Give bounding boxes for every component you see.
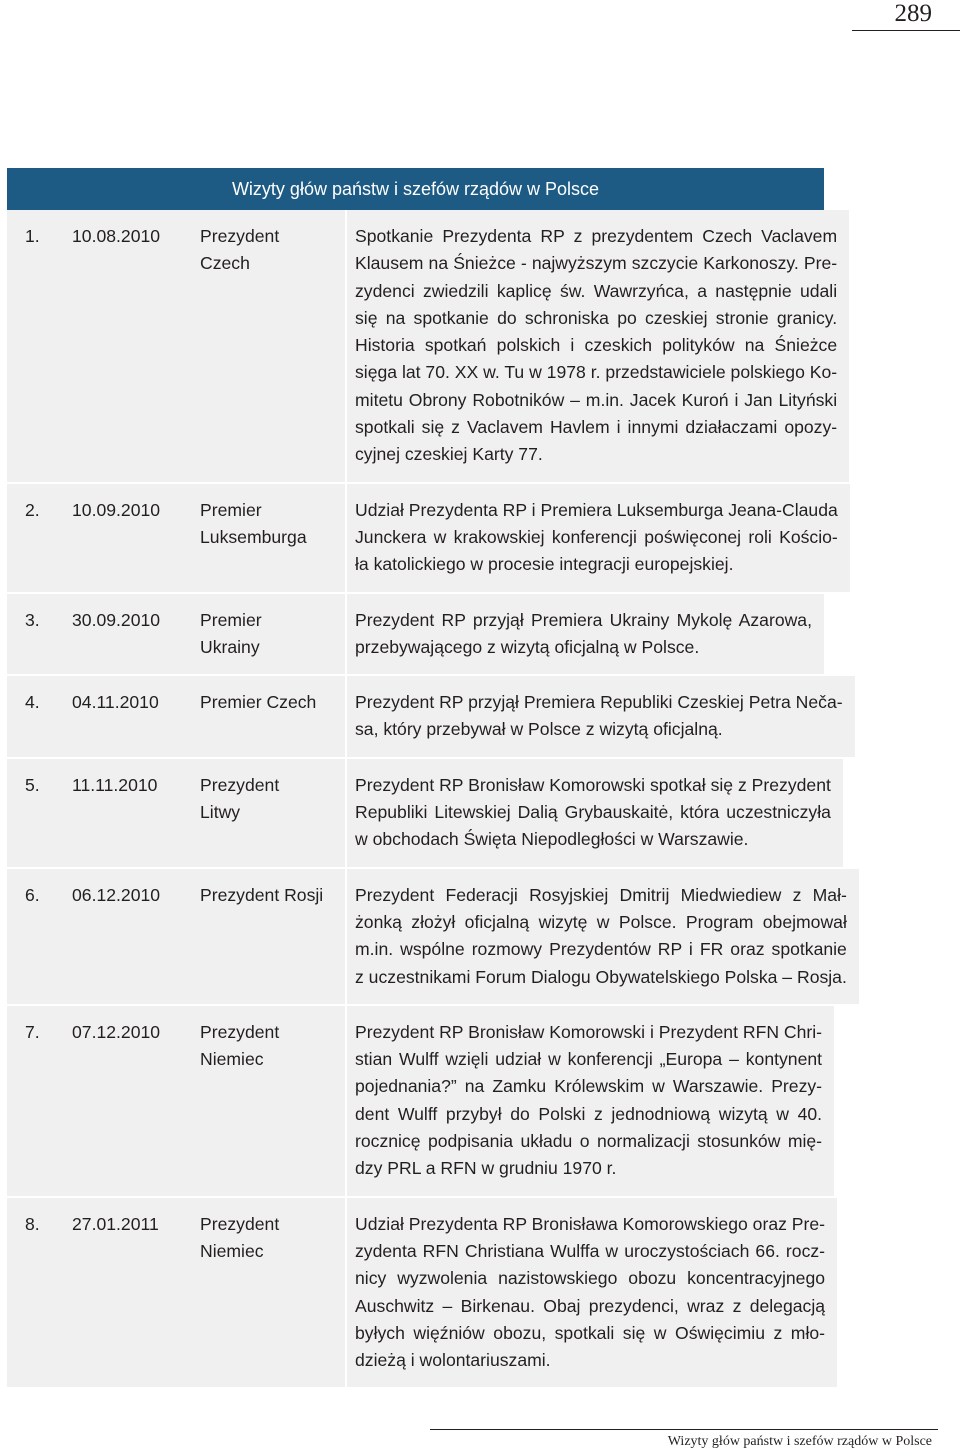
row-number: 1. bbox=[7, 210, 72, 482]
row-visitor bbox=[200, 1006, 347, 1196]
row-description bbox=[347, 1006, 834, 1196]
row-date: 07.12.2010 bbox=[72, 1006, 200, 1196]
description-line: dzieżą i wolontariuszami. bbox=[355, 1350, 551, 1371]
description-line: mitetu Obrony Robotników – m.in. Jacek Kuroń i Jan Lityński bbox=[355, 389, 838, 410]
visitor-line: Premier Czech bbox=[200, 692, 317, 713]
visitor-line: Premier bbox=[200, 609, 262, 630]
description-line: Prezydent RP przyjął Premiera Ukrainy Mykolę Azarowa, bbox=[355, 609, 812, 630]
description-line: pojednania?” na Zamku Królewskim w Warszawie. Prezy- bbox=[355, 1076, 823, 1097]
table-header bbox=[7, 168, 824, 210]
description-line: Udział Prezydenta RP Bronisława Komorowskiego oraz Pre- bbox=[355, 1213, 826, 1234]
description-line: Udział Prezydenta RP i Premiera Luksemburga Jeana-Clauda bbox=[355, 499, 838, 520]
description-line: cyjnej czeskiej Karty 77. bbox=[355, 444, 543, 465]
description-line: dzy PRL a RFN w grudniu 1970 r. bbox=[355, 1158, 617, 1179]
description-line: Prezydent RP Bronisław Komorowski i Prezydent RFN Chri- bbox=[355, 1021, 823, 1042]
visitor-line: Prezydent bbox=[200, 774, 280, 795]
description-line: nicy wyzwolenia nazistowskiego obozu koncentracyjnego bbox=[355, 1268, 826, 1289]
description-line: Prezydent RP Bronisław Komorowski spotkał się z Prezydent bbox=[355, 774, 831, 795]
table-row bbox=[7, 867, 847, 1004]
visitor-line: Prezydent Rosji bbox=[200, 884, 324, 905]
table-row bbox=[7, 210, 838, 482]
table-title: Wizyty głów państw i szefów rządów w Polsce bbox=[231, 178, 600, 199]
description-line: rocznicę podpisania układu o normalizacji stosunków mię- bbox=[355, 1131, 823, 1152]
visitor-line: Premier bbox=[200, 499, 262, 520]
row-number: 3. bbox=[7, 594, 72, 675]
row-visitor bbox=[200, 594, 347, 675]
row-description bbox=[347, 1198, 837, 1388]
row-date: 27.01.2011 bbox=[72, 1198, 200, 1388]
row-visitor bbox=[200, 759, 347, 867]
description-line: Klausem na Śnieżce - najwyższym szczycie Karkonoszy. Pre- bbox=[355, 253, 838, 274]
row-visitor bbox=[200, 210, 347, 482]
row-number: 2. bbox=[7, 484, 72, 592]
row-visitor bbox=[200, 869, 347, 1004]
running-footer: Wizyty głów państw i szefów rządów w Polsce bbox=[667, 1434, 932, 1449]
description-line: Prezydent Federacji Rosyjskiej Dmitrij Miedwiediew z Mał- bbox=[355, 884, 847, 905]
visitor-line: Niemiec bbox=[200, 1240, 264, 1261]
description-line: Auschwitz – Birkenau. Obaj prezydenci, wraz z delegacją bbox=[355, 1295, 826, 1316]
row-date: 04.11.2010 bbox=[72, 676, 200, 757]
row-description bbox=[347, 869, 859, 1004]
row-number: 6. bbox=[7, 869, 72, 1004]
visitor-line: Ukrainy bbox=[200, 636, 260, 657]
description-line: w obchodach Święta Niepodległości w Warszawie. bbox=[355, 829, 749, 850]
description-line: z uczestnikami Forum Dialogu Obywatelskiego Polska – Rosja. bbox=[355, 966, 847, 987]
row-number: 4. bbox=[7, 676, 72, 757]
description-line: ła katolickiego w procesie integracji europejskiej. bbox=[355, 554, 734, 575]
visitor-line: Czech bbox=[200, 253, 250, 274]
visits-table bbox=[7, 168, 847, 1387]
description-line: spotkali się z Vaclavem Havlem i innymi działaczami opozy- bbox=[355, 417, 838, 438]
page-number: 289 bbox=[894, 0, 932, 27]
visitor-line: Litwy bbox=[200, 802, 241, 823]
row-visitor bbox=[200, 1198, 347, 1388]
visitor-line: Prezydent bbox=[200, 1021, 280, 1042]
visitor-line: Prezydent bbox=[200, 226, 280, 246]
visitor-line: Luksemburga bbox=[200, 526, 307, 547]
row-date: 10.09.2010 bbox=[72, 484, 200, 592]
row-description bbox=[347, 594, 824, 675]
description-line: sięga lat 70. XX w. Tu w 1978 r. przedstawiciele polskiego Ko- bbox=[355, 362, 838, 383]
row-date: 30.09.2010 bbox=[72, 594, 200, 675]
table-row bbox=[7, 592, 824, 675]
row-description bbox=[347, 759, 843, 867]
row-description bbox=[347, 676, 855, 757]
row-number: 7. bbox=[7, 1006, 72, 1196]
row-number: 8. bbox=[7, 1198, 72, 1388]
description-line: sa, który przebywał w Polsce z wizytą oficjalną. bbox=[355, 719, 723, 740]
table-row bbox=[7, 757, 831, 867]
description-line: Junckera w krakowskiej konferencji poświęconej roli Kościo- bbox=[355, 526, 838, 547]
table-body bbox=[7, 210, 847, 1387]
top-rule bbox=[852, 30, 960, 31]
table-row bbox=[7, 482, 838, 592]
row-visitor bbox=[200, 676, 347, 757]
description-line: Spotkanie Prezydenta RP z prezydentem Czech Vaclavem bbox=[355, 226, 838, 246]
row-date: 11.11.2010 bbox=[72, 759, 200, 867]
description-line: Republiki Litewskiej Dalią Grybauskaitė, która uczestniczyła bbox=[355, 802, 831, 823]
table-row bbox=[7, 1196, 824, 1388]
description-line: m.in. wspólne rozmowy Prezydentów RP i FR oraz spotkanie bbox=[355, 939, 847, 960]
description-line: byłych więźniów obozu, spotkali się w Oświęcimiu z mło- bbox=[355, 1322, 826, 1343]
visitor-line: Prezydent bbox=[200, 1213, 280, 1234]
description-line: zydenta RFN Christiana Wulffa w uroczystościach 66. rocz- bbox=[355, 1240, 826, 1261]
table-row bbox=[7, 674, 843, 757]
row-number: 5. bbox=[7, 759, 72, 867]
description-line: stian Wulff wzięli udział w konferencji „Europa – kontynent bbox=[355, 1049, 823, 1070]
table-row bbox=[7, 1004, 824, 1196]
footer-rule bbox=[430, 1429, 938, 1430]
description-line: się na spotkanie do schroniska po czeskiej stronie granicy. bbox=[355, 307, 838, 328]
row-date: 06.12.2010 bbox=[72, 869, 200, 1004]
row-description bbox=[347, 210, 849, 482]
description-line: Prezydent RP przyjął Premiera Republiki Czeskiej Petra Neča- bbox=[355, 692, 843, 713]
row-visitor bbox=[200, 484, 347, 592]
description-line: zydenci zwiedzili kaplicę św. Wawrzyńca, a następnie udali bbox=[355, 280, 838, 301]
row-date: 10.08.2010 bbox=[72, 210, 200, 482]
description-line: przebywającego z wizytą oficjalną w Polsce. bbox=[355, 636, 700, 657]
visitor-line: Niemiec bbox=[200, 1049, 264, 1070]
description-line: żonką złożył oficjalną wizytę w Polsce. Program obejmował bbox=[355, 911, 847, 932]
description-line: Historia spotkań polskich i czeskich polityków na Śnieżce bbox=[355, 335, 838, 356]
description-line: dent Wulff przybył do Polski z jednodniową wizytą w 40. bbox=[355, 1103, 823, 1124]
row-description bbox=[347, 484, 850, 592]
